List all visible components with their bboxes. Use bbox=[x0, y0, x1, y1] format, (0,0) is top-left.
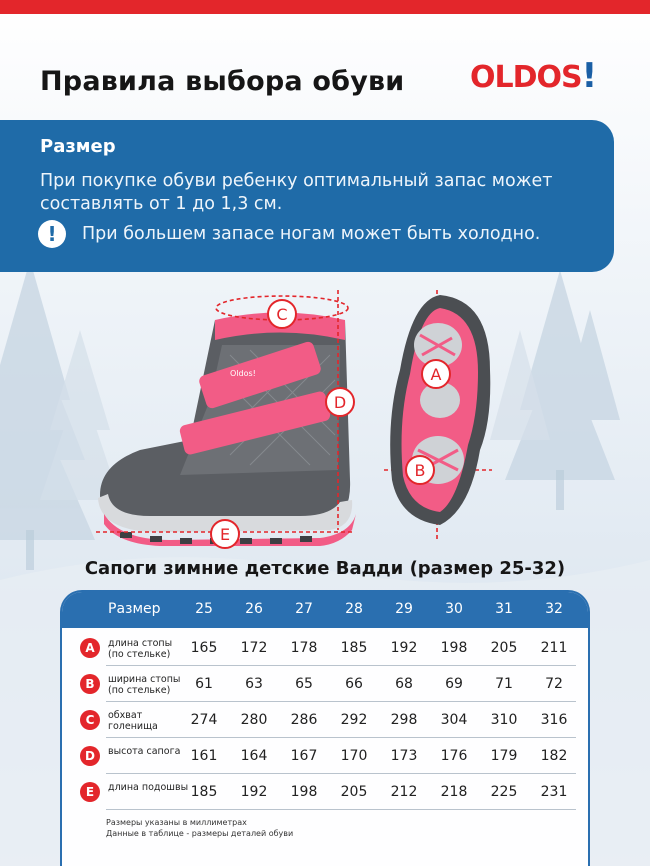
logo-text: OLDOS bbox=[470, 60, 582, 95]
table-cell: 225 bbox=[490, 784, 518, 800]
table-cell: 286 bbox=[290, 712, 318, 728]
table-cell: 212 bbox=[390, 784, 418, 800]
size-info-panel bbox=[0, 120, 614, 272]
table-cell: 185 bbox=[340, 640, 368, 656]
boot-sole-view bbox=[390, 295, 490, 525]
svg-text:E: E bbox=[219, 525, 231, 544]
table-cell: 198 bbox=[440, 640, 468, 656]
table-cell: 310 bbox=[490, 712, 518, 728]
table-row bbox=[62, 630, 588, 666]
table-cell: 304 bbox=[440, 712, 468, 728]
table-note-data: Данные в таблице - размеры деталей обуви bbox=[106, 829, 294, 838]
table-cell: 173 bbox=[390, 748, 418, 764]
marker-c bbox=[268, 300, 296, 328]
table-cell: 164 bbox=[240, 748, 268, 764]
boot-side-view bbox=[98, 313, 356, 547]
row-label: длина стопы (по стельке) bbox=[108, 638, 173, 660]
table-cell: 69 bbox=[445, 676, 463, 692]
top-red-bar bbox=[0, 0, 650, 14]
row-label: ширина стопы (по стельке) bbox=[108, 674, 181, 696]
info-text: При покупке обуви ребенку оптимальный запас может составлять от 1 до 1,3 см. bbox=[40, 171, 553, 214]
table-cell: 68 bbox=[395, 676, 413, 692]
table-cell: 274 bbox=[190, 712, 218, 728]
table-cell: 192 bbox=[390, 640, 418, 656]
table-cell: 192 bbox=[240, 784, 268, 800]
row-label: обхват голенища bbox=[108, 710, 158, 732]
row-label: высота сапога bbox=[108, 746, 181, 757]
table-cell: 161 bbox=[190, 748, 218, 764]
table-cell: 298 bbox=[390, 712, 418, 728]
table-header bbox=[62, 592, 588, 628]
warning-text: При большем запасе ногам может быть холодно. bbox=[82, 224, 541, 244]
table-note-units: Размеры указаны в миллиметрах bbox=[106, 818, 247, 827]
table-cell: 170 bbox=[340, 748, 368, 764]
row-letter-badge: B bbox=[80, 674, 100, 694]
table-cell: 63 bbox=[245, 676, 263, 692]
table-cell: 292 bbox=[340, 712, 368, 728]
table-row bbox=[62, 702, 588, 738]
table-cell: 205 bbox=[340, 784, 368, 800]
table-cell: 167 bbox=[290, 748, 318, 764]
marker-a bbox=[422, 360, 450, 388]
table-cell: 316 bbox=[540, 712, 568, 728]
table-cell: 165 bbox=[190, 640, 218, 656]
table-cell: 71 bbox=[495, 676, 513, 692]
product-title: Сапоги зимние детские Вадди (размер 25-32) bbox=[84, 558, 566, 579]
boot-brand: Oldos! bbox=[230, 369, 256, 378]
oldos-logo bbox=[470, 56, 620, 104]
size-header: 25 bbox=[195, 601, 213, 617]
table-cell: 182 bbox=[540, 748, 568, 764]
table-cell: 211 bbox=[540, 640, 568, 656]
row-letter-badge: C bbox=[80, 710, 100, 730]
header-label: Размер bbox=[108, 601, 161, 617]
exclamation-icon: ! bbox=[38, 220, 66, 248]
row-letter-badge: D bbox=[80, 746, 100, 766]
table-cell: 198 bbox=[290, 784, 318, 800]
table-cell: 205 bbox=[490, 640, 518, 656]
logo-mark: ! bbox=[581, 56, 597, 96]
row-divider bbox=[106, 809, 576, 810]
boot-diagram bbox=[0, 280, 650, 550]
size-header: 29 bbox=[395, 601, 413, 617]
table-cell: 176 bbox=[440, 748, 468, 764]
size-header: 30 bbox=[445, 601, 463, 617]
size-table bbox=[60, 590, 590, 866]
size-header: 31 bbox=[495, 601, 513, 617]
row-letter-badge: A bbox=[80, 638, 100, 658]
table-cell: 172 bbox=[240, 640, 268, 656]
table-row bbox=[62, 738, 588, 774]
table-cell: 178 bbox=[290, 640, 318, 656]
table-cell: 185 bbox=[190, 784, 218, 800]
table-cell: 179 bbox=[490, 748, 518, 764]
row-label: длина подошвы bbox=[108, 782, 189, 793]
svg-text:C: C bbox=[276, 305, 288, 324]
svg-text:B: B bbox=[414, 461, 426, 480]
size-header: 28 bbox=[345, 601, 363, 617]
table-cell: 231 bbox=[540, 784, 568, 800]
table-row bbox=[62, 666, 588, 702]
table-cell: 65 bbox=[295, 676, 313, 692]
table-cell: 218 bbox=[440, 784, 468, 800]
row-letter-badge: E bbox=[80, 782, 100, 802]
svg-text:D: D bbox=[333, 393, 347, 412]
page-title: Правила выбора обуви bbox=[40, 66, 405, 97]
table-cell: 72 bbox=[545, 676, 563, 692]
marker-d bbox=[326, 388, 354, 416]
table-row bbox=[62, 774, 588, 810]
table-cell: 61 bbox=[195, 676, 213, 692]
svg-text:A: A bbox=[430, 365, 442, 384]
info-heading: Размер bbox=[40, 136, 116, 157]
marker-b bbox=[406, 456, 434, 484]
size-header: 27 bbox=[295, 601, 313, 617]
size-header: 32 bbox=[545, 601, 563, 617]
table-cell: 66 bbox=[345, 676, 363, 692]
table-cell: 280 bbox=[240, 712, 268, 728]
marker-e bbox=[211, 520, 239, 548]
size-header: 26 bbox=[245, 601, 263, 617]
